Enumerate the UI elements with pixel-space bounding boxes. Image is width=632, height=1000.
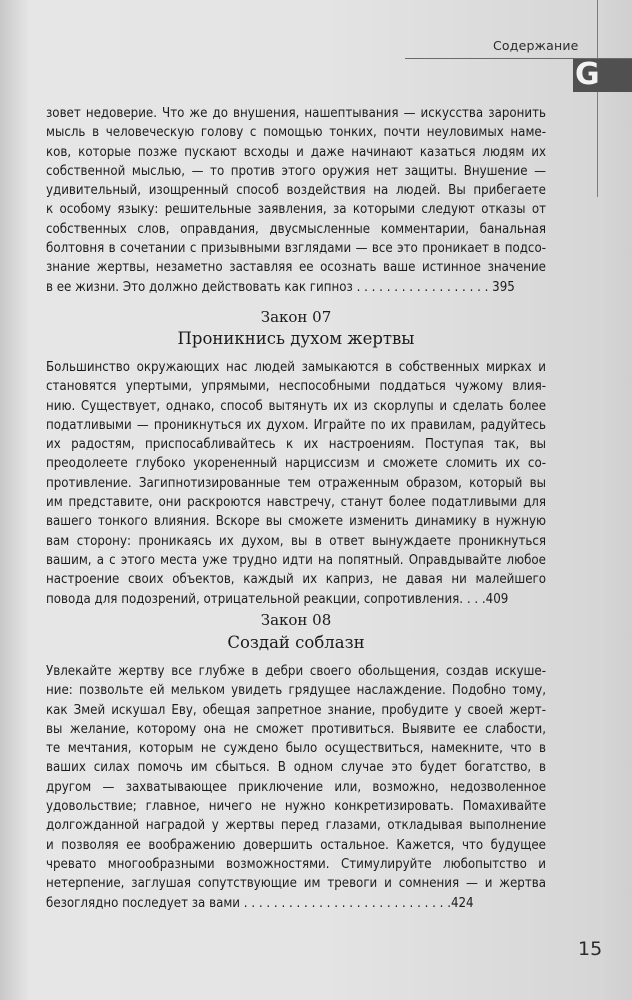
text-line: преодолеете глубоко укорененный нарциссизм и сможете сломить их со- [46, 456, 546, 472]
text-line-with-page-ref: безоглядно последует за вами . . . . . . . . . . . . . . . . . . . . . . . . . . . .424 [46, 895, 474, 911]
text-line-with-page-ref: в ее жизни. Это должно действовать как гипноз . . . . . . . . . . . . . . . . . . 395 [46, 279, 515, 295]
text-line: их радостям, приспосабливайтесь к их настроениям. Поступая так, вы [46, 437, 546, 453]
text-line: удивительный, изощренный способ воздействия на людей. Вы прибегаете [46, 183, 546, 199]
law-08-number: Закон 08 [260, 611, 332, 629]
paragraph-law08 [46, 662, 546, 913]
text-line: как Змей искушал Еву, обещая запретное знание, пробудите у своей жерт- [46, 702, 546, 718]
running-header-title: Содержание [493, 38, 579, 53]
text-line: нию. Существует, однако, способ вытянуть их из скорлупы и сделать более [46, 398, 546, 414]
text-line: другом — захватывающее приключение или, возможно, недозволенное [46, 779, 546, 795]
text-line: болтовня в сочетании с призывными взглядами — все это проникает в подсо- [46, 241, 546, 257]
text-line: к особому языку: решительные заявления, за которыми следуют отказы от [46, 202, 546, 218]
section-tab-letter: G [575, 57, 600, 92]
text-line: мысль в человеческую голову с помощью тонких, почти неуловимых наме- [46, 125, 546, 141]
text-line: долгожданной наградой у жертвы перед глазами, откладывая выполнение [46, 818, 546, 834]
text-line: вам сторону: проникаясь их духом, вы в ответ вынуждаете проникнуться [46, 533, 546, 549]
text-line: знание жертвы, незаметно заставляя ее осознать ваше истинное значение [46, 260, 546, 276]
text-line: податливыми — проникнуться их духом. Играйте по их правилам, радуйтесь [46, 417, 546, 433]
text-line: собственных слов, оправдания, двусмысленные комментарии, банальная [46, 221, 546, 237]
text-line: становятся упертыми, упрямыми, неспособными поддаться чужому влия- [46, 379, 546, 395]
text-line: нетерпение, заглушая сопутствующие им тревоги и сомнения — и жертва [46, 876, 546, 892]
text-line: ние: позвольте ей мельком увидеть грядущее наслаждение. Подобно тому, [46, 683, 546, 699]
text-line: вашим, а с этого места уже трудно идти на попятный. Оправдывайте любое [46, 552, 546, 568]
text-line: противление. Загипнотизированные тем отраженным образом, который вы [46, 475, 546, 491]
page-number: 15 [578, 938, 603, 960]
text-line: вы желание, которому она не сможет противиться. Выявите ее слабости, [46, 721, 546, 737]
text-line: ков, которые позже пускают всходы и даже начинают казаться людям их [46, 144, 546, 160]
law-08-title: Создай соблазн [227, 633, 365, 652]
text-line: зовет недоверие. Что же до внушения, нашептывания — искусства заронить [46, 106, 546, 121]
margin-rule-top [597, 0, 598, 58]
law-07-title: Проникнись духом жертвы [177, 329, 415, 348]
paragraph-law06-continued [46, 104, 546, 297]
paragraph-law07 [46, 358, 546, 609]
text-line: Большинство окружающих нас людей замыкаются в собственных мирках и [46, 360, 546, 375]
text-line: настроение своих объектов, каждый их каприз, не давая ни малейшего [46, 572, 546, 588]
margin-rule [597, 92, 598, 197]
text-line: те мечтания, которым не суждено было осуществиться, намекните, что в [46, 741, 546, 757]
text-line: собственной мыслью, — то против этого оружия нет защиты. Внушение — [46, 163, 546, 179]
text-line: им представите, они раскроются навстречу, станут более податливыми для [46, 495, 546, 511]
text-line: удовольствие; главное, ничего не нужно конкретизировать. Помахивайте [46, 799, 546, 815]
text-line: ваших силах помочь им сбыться. В одном случае это будет богатство, в [46, 760, 546, 776]
law-07-number: Закон 07 [260, 308, 332, 326]
text-line: Увлекайте жертву все глубже в дебри своего обольщения, создав искуше- [46, 664, 546, 679]
text-line: и позволяя ее воображению довершить остальное. Кажется, что будущее [46, 837, 546, 853]
text-line: вашего тонкого влияния. Вскоре вы сможете изменить динамику в нужную [46, 514, 546, 530]
text-line-with-page-ref: повода для подозрений, отрицательной реакции, сопротивления. . . .409 [46, 591, 509, 607]
text-line: чревато многообразными возможностями. Стимулируйте любопытство и [46, 856, 546, 872]
